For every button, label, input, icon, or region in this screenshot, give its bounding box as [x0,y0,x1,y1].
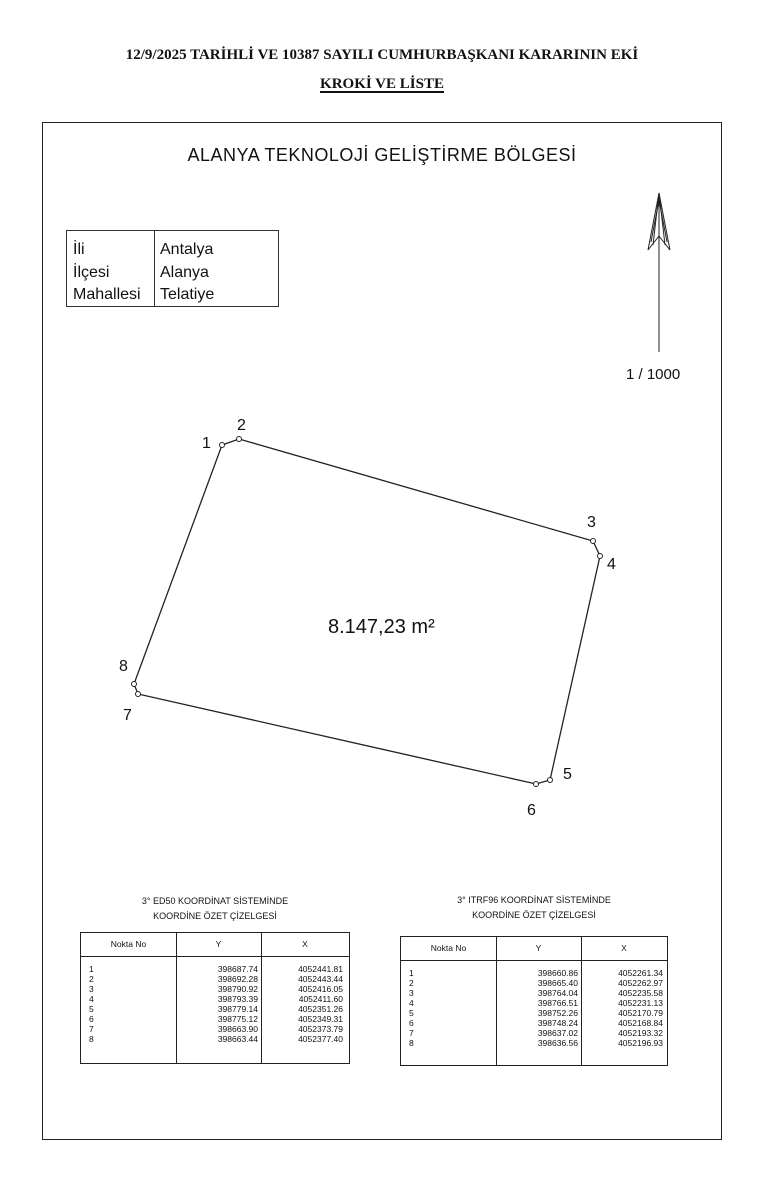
row-point-no: 3 [89,984,94,994]
table-row [81,994,349,1004]
ed50-header-x: X [302,939,308,949]
point-label-1: 1 [202,435,211,452]
point-label-4: 4 [607,556,616,573]
vertex-2 [237,437,242,442]
row-y-value: 398793.39 [217,994,258,1004]
table-row [81,964,349,974]
table-row [401,1028,667,1038]
row-point-no: 7 [89,1024,94,1034]
ed50-coordinate-table [80,932,350,1064]
row-point-no: 2 [409,978,414,988]
row-y-value: 398779.14 [217,1004,258,1014]
point-label-5: 5 [563,766,572,783]
table-row [401,1008,667,1018]
itrf96-header-y: Y [535,943,542,953]
row-x-value: 4052443.44 [298,974,343,984]
table-row [81,1014,349,1024]
point-label-8: 8 [119,658,128,675]
row-point-no: 8 [409,1038,414,1048]
ed50-title-line2: KOORDİNE ÖZET ÇİZELGESİ [153,911,277,921]
row-y-value: 398692.28 [217,974,258,984]
info-label-il: İli [73,241,85,258]
table-row [401,968,667,978]
info-value-ilce: Alanya [160,264,209,281]
row-y-value: 398752.26 [537,1008,578,1018]
ed50-header-no: Nokta No [110,939,147,949]
row-x-value: 4052373.79 [298,1024,343,1034]
row-x-value: 4052235.58 [618,988,663,998]
row-y-value: 398637.02 [537,1028,578,1038]
row-y-value: 398660.86 [537,968,578,978]
itrf96-table-title [400,893,668,923]
row-point-no: 6 [89,1014,94,1024]
vertex-3 [591,539,596,544]
itrf96-coordinate-table [400,936,668,1066]
row-point-no: 4 [409,998,414,1008]
point-label-2: 2 [237,417,246,434]
ed50-header-y: Y [215,939,222,949]
row-point-no: 7 [409,1028,414,1038]
row-y-value: 398636.56 [537,1038,578,1048]
vertex-4 [598,554,603,559]
itrf96-title-line1: 3° ITRF96 KOORDİNAT SİSTEMİNDE [457,895,611,905]
row-point-no: 5 [89,1004,94,1014]
row-x-value: 4052193.32 [618,1028,663,1038]
row-y-value: 398764.04 [537,988,578,998]
row-x-value: 4052196.93 [618,1038,663,1048]
table-row [401,978,667,988]
parcel-area: 8.147,23 m² [328,616,435,638]
row-x-value: 4052170.79 [618,1008,663,1018]
info-label-mahalle: Mahallesi [73,286,141,303]
row-x-value: 4052351.26 [298,1004,343,1014]
row-point-no: 5 [409,1008,414,1018]
table-row [401,1038,667,1048]
itrf96-header-x: X [621,943,627,953]
row-point-no: 1 [89,964,94,974]
row-y-value: 398663.90 [217,1024,258,1034]
row-y-value: 398766.51 [537,998,578,1008]
row-point-no: 3 [409,988,414,998]
row-y-value: 398687.74 [217,964,258,974]
row-y-value: 398790.92 [217,984,258,994]
table-row [81,1004,349,1014]
table-row [81,974,349,984]
parcel-boundary [134,439,600,784]
row-y-value: 398748.24 [537,1018,578,1028]
vertex-6 [534,782,539,787]
document-title: 12/9/2025 TARİHLİ VE 10387 SAYILI CUMHURBAŞKANI KARARININ EKİ [125,47,639,63]
row-x-value: 4052411.60 [298,994,343,1004]
row-x-value: 4052377.40 [298,1034,343,1044]
row-x-value: 4052349.31 [298,1014,343,1024]
row-x-value: 4052416.05 [298,984,343,994]
point-label-7: 7 [123,707,132,724]
row-x-value: 4052168.84 [618,1018,663,1028]
north-arrow-icon [648,193,670,352]
table-row [401,998,667,1008]
point-label-6: 6 [527,802,536,819]
ed50-table-header [81,933,349,957]
row-y-value: 398665.40 [537,978,578,988]
scale-label: 1 / 1000 [626,366,681,383]
vertex-7 [136,692,141,697]
itrf96-header-no: Nokta No [430,943,467,953]
table-row [401,1018,667,1028]
row-point-no: 2 [89,974,94,984]
table-row [81,1034,349,1044]
row-x-value: 4052441.81 [298,964,343,974]
row-y-value: 398663.44 [217,1034,258,1044]
row-point-no: 4 [89,994,94,1004]
vertex-5 [548,778,553,783]
ed50-title-line1: 3° ED50 KOORDİNAT SİSTEMİNDE [141,896,289,906]
table-row [81,984,349,994]
info-value-mahalle: Telatiye [160,286,215,303]
info-value-il: Antalya [160,241,214,258]
row-point-no: 1 [409,968,414,978]
row-x-value: 4052231.13 [618,998,663,1008]
vertex-8 [132,682,137,687]
row-x-value: 4052261.34 [618,968,663,978]
row-point-no: 8 [89,1034,94,1044]
row-point-no: 6 [409,1018,414,1028]
vertex-1 [220,443,225,448]
itrf96-title-line2: KOORDİNE ÖZET ÇİZELGESİ [472,910,596,920]
table-row [81,1024,349,1034]
map-title: ALANYA TEKNOLOJİ GELİŞTİRME BÖLGESİ [187,145,577,165]
row-y-value: 398775.12 [217,1014,258,1024]
itrf96-table-header [401,937,667,961]
info-label-ilce: İlçesi [73,264,110,281]
table-row [401,988,667,998]
point-label-3: 3 [587,514,596,531]
row-x-value: 4052262.97 [618,978,663,988]
ed50-table-title [80,894,350,924]
document-subtitle-text: KROKİ VE LİSTE [320,76,444,92]
